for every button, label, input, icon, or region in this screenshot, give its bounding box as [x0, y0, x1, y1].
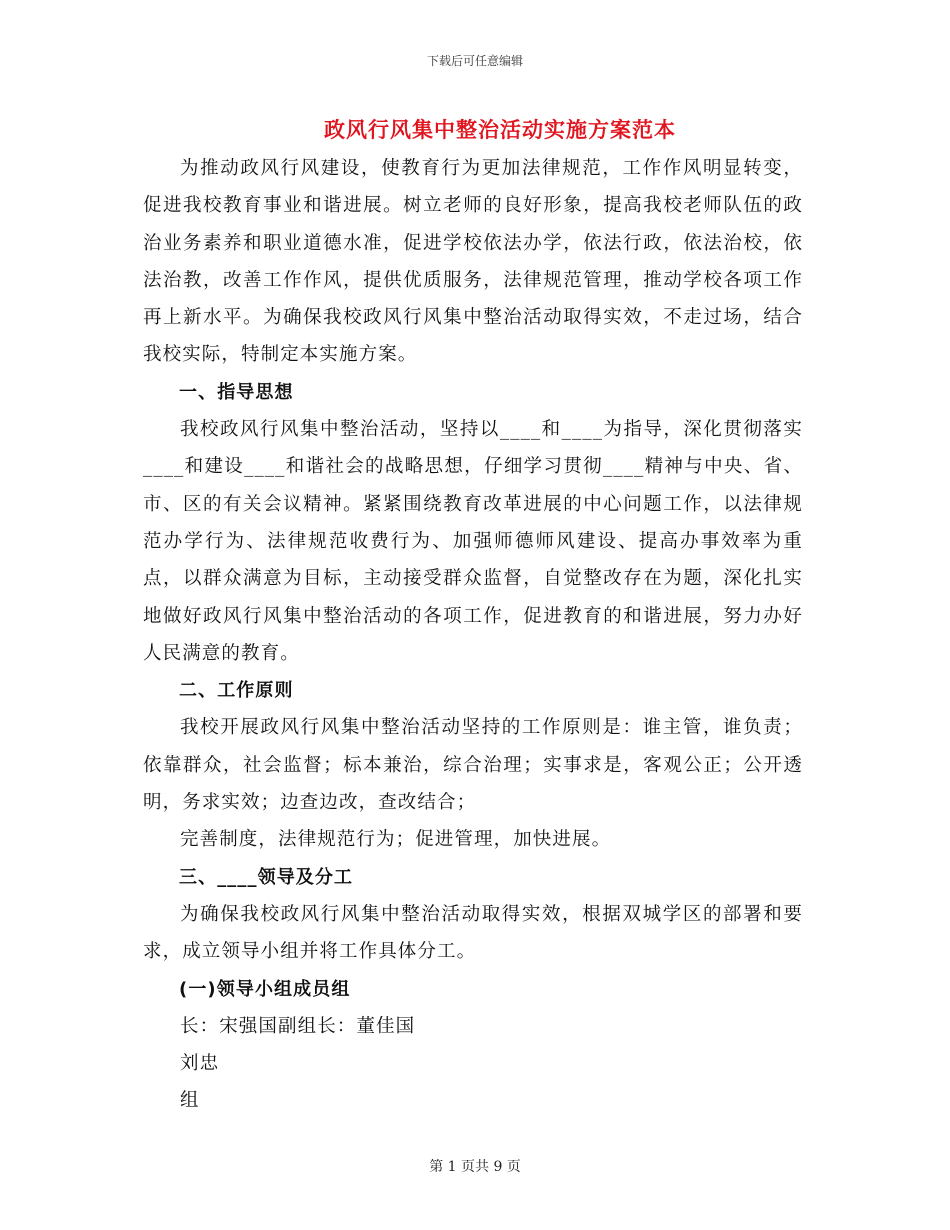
section1-paragraph: 我校政风行风集中整治活动，坚持以____和____为指导，深化贯彻落实____和建设____和谐社会的战略思想，仔细学习贯彻____精神与中央、省、市、区的有关会议精神。紧紧围绕教育改革进展的中心问题工作，以法律规范办学行为、法律规范收费行为、加强师德师风建设、提高办事效率为重点，以群众满意为目标，主动接受群众监督，自觉整改存在为题，深化扎实地做好政风行风集中整治活动的各项工作，促进教育的和谐进展，努力办好人民满意的教育。: [143, 419, 803, 664]
document-title: 政风行风集中整治活动实施方案范本: [324, 117, 676, 142]
member-line-3: 组: [180, 1090, 200, 1112]
section1-heading: 一、指导思想: [179, 381, 294, 403]
section3-paragraph: 为确保我校政风行风集中整治活动取得实效，根据双城学区的部署和要求，成立领导小组并将工作具体分工。: [143, 903, 803, 963]
section3-heading: 三、____领导及分工: [179, 866, 354, 888]
section2-paragraph: 我校开展政风行风集中整治活动坚持的工作原则是：谁主管，谁负责；依靠群众，社会监督；标本兼治，综合治理；实事求是，客观公正；公开透明，务求实效；边查边改，查改结合；: [143, 717, 803, 814]
section2-paragraph-2: 完善制度，法律规范行为；促进管理，加快进展。: [180, 829, 612, 851]
document-body: [143, 150, 803, 1120]
subsection1-heading: (一)领导小组成员组: [179, 978, 351, 1000]
page-number: 第 1 页共 9 页: [429, 1159, 521, 1175]
member-line-2: 刘忠: [180, 1053, 220, 1075]
intro-paragraph: 为推动政风行风建设，使教育行为更加法律规范，工作作风明显转变，促进我校教育事业和谐进展。树立老师的良好形象，提高我校老师队伍的政治业务素养和职业道德水准，促进学校依法办学，依法行政，依法治校，依法治教，改善工作作风，提供优质服务，法律规范管理，推动学校各项工作再上新水平。为确保我校政风行风集中整治活动取得实效，不走过场，结合我校实际，特制定本实施方案。: [143, 158, 803, 366]
member-line-1: 长：宋强国副组长：董佳国: [180, 1015, 416, 1037]
header-note: 下载后可任意编辑: [426, 54, 523, 68]
section2-heading: 二、工作原则: [179, 680, 294, 702]
